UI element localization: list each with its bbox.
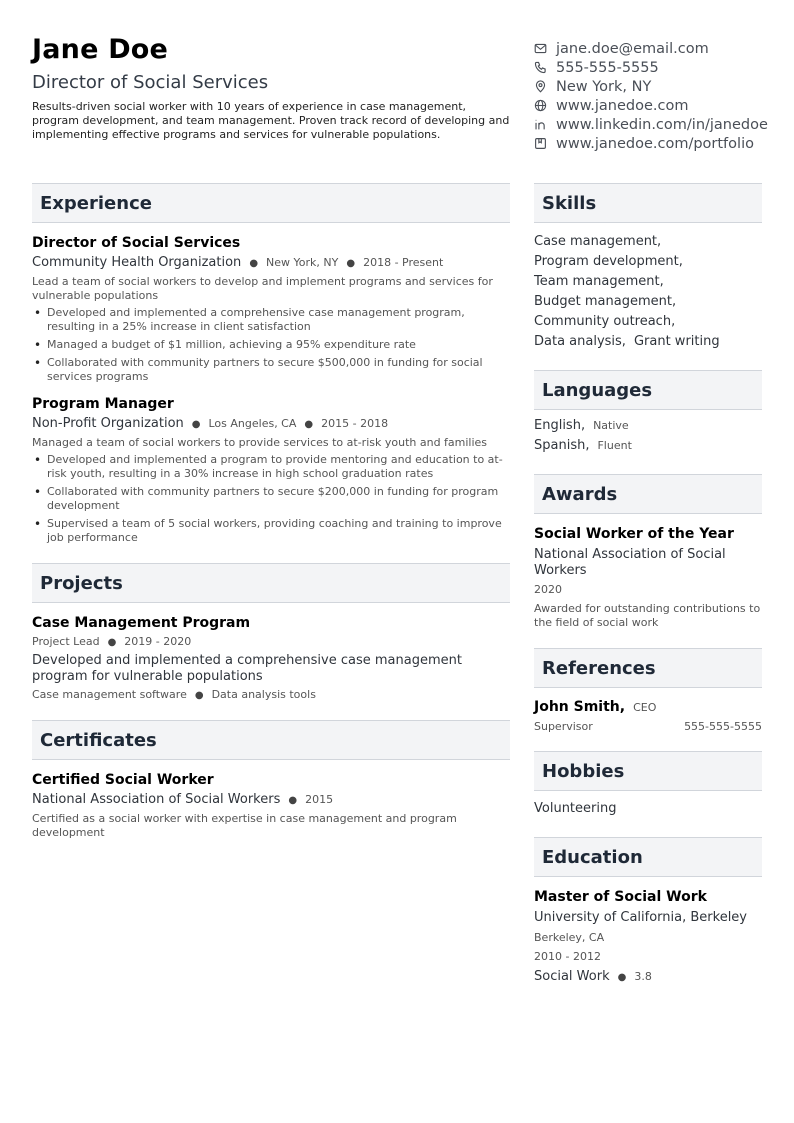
awards-section: [534, 474, 762, 630]
contact-email-text: jane.doe@email.com: [556, 40, 709, 57]
job-meta: [32, 255, 510, 271]
project-tool: Case management software: [32, 688, 187, 701]
experience-section: [32, 183, 510, 545]
job-location: Los Angeles, CA: [208, 417, 297, 430]
experience-heading: Experience: [32, 183, 510, 223]
job-bullet: • Collaborated with community partners to secure $200,000 in funding for program development: [32, 485, 510, 513]
skill-item: Data analysis,: [534, 334, 626, 349]
reference-phone: 555-555-5555: [684, 720, 762, 733]
education-dates: 2010 - 2012: [534, 950, 601, 963]
project-tools: [32, 688, 510, 702]
contact-list: [534, 39, 794, 153]
skill-item: Grant writing: [633, 334, 720, 349]
languages-heading: Languages: [534, 370, 762, 410]
projects-heading: Projects: [32, 563, 510, 603]
project-meta: [32, 635, 510, 649]
project-title: Case Management Program: [32, 615, 251, 631]
project-item: [32, 614, 510, 702]
skills-section: [534, 183, 762, 352]
resume-header: [32, 34, 510, 142]
reference-title: CEO: [633, 701, 657, 714]
skill-item: Case management,: [534, 234, 662, 249]
separator-dot: ●: [107, 636, 117, 648]
awards-heading: Awards: [534, 474, 762, 514]
language-name: English,: [534, 418, 586, 433]
language-item: [534, 416, 762, 436]
right-column: [534, 183, 762, 1003]
language-level: Fluent: [597, 439, 632, 452]
job-location: New York, NY: [266, 256, 339, 269]
project-tool: Data analysis tools: [211, 688, 316, 701]
skill-item: Program development,: [534, 254, 683, 269]
job-bullets: [32, 306, 510, 384]
candidate-name: Jane Doe: [32, 34, 169, 65]
contact-website-text: www.janedoe.com: [556, 97, 689, 114]
education-field: Social Work: [534, 969, 610, 984]
award-year: 2020: [534, 583, 562, 596]
references-heading: References: [534, 648, 762, 688]
education-school: University of California, Berkeley: [534, 910, 747, 925]
job-description: Managed a team of social workers to provide services to at-risk youth and families: [32, 436, 488, 449]
project-dates: 2019 - 2020: [124, 635, 192, 648]
reference-meta: [534, 720, 762, 733]
education-field-line: [534, 969, 762, 985]
map-pin-icon: [534, 80, 547, 93]
certificate-title: Certified Social Worker: [32, 772, 214, 788]
award-item: [534, 525, 762, 630]
skills-list: [534, 232, 762, 352]
job-bullet: • Collaborated with community partners to secure $500,000 in funding for social services programs: [32, 356, 510, 384]
skill-item: Team management,: [534, 274, 664, 289]
phone-icon: [534, 61, 547, 74]
skill-item: Community outreach,: [534, 314, 676, 329]
hobbies-section: [534, 751, 762, 819]
contact-phone-text: 555-555-5555: [556, 59, 659, 76]
job-meta: [32, 416, 510, 432]
reference-relation: Supervisor: [534, 720, 593, 733]
job-org: Community Health Organization: [32, 255, 242, 270]
reference-item: [534, 699, 762, 733]
reference-name: John Smith,: [534, 699, 626, 715]
certificates-section: [32, 720, 510, 840]
job-title: Program Manager: [32, 396, 174, 412]
job-dates: 2015 - 2018: [321, 417, 389, 430]
skill-row: [534, 332, 762, 352]
education-degree: Master of Social Work: [534, 889, 707, 905]
globe-icon: [534, 99, 547, 112]
contact-location-text: New York, NY: [556, 78, 652, 95]
projects-section: [32, 563, 510, 702]
references-section: [534, 648, 762, 733]
contact-website[interactable]: [534, 96, 794, 115]
experience-item: [32, 395, 510, 545]
skills-heading: Skills: [534, 183, 762, 223]
job-org: Non-Profit Organization: [32, 416, 184, 431]
summary-text: Results-driven social worker with 10 years of experience in case management, program development, and team management. Proven track record of developing and implementing effective programs and services for vulnerable populations.: [32, 100, 510, 141]
separator-dot: ●: [304, 418, 314, 430]
contact-linkedin[interactable]: [534, 115, 794, 134]
contact-email[interactable]: [534, 39, 794, 58]
certificates-heading: Certificates: [32, 720, 510, 760]
candidate-title: Director of Social Services: [32, 72, 269, 93]
language-name: Spanish,: [534, 438, 590, 453]
education-item: [534, 888, 762, 985]
education-location: Berkeley, CA: [534, 931, 605, 944]
award-description: Awarded for outstanding contributions to the field of social work: [534, 602, 761, 629]
reference-header: [534, 699, 762, 715]
education-section: [534, 837, 762, 985]
project-description: Developed and implemented a comprehensive case management program for vulnerable populations: [32, 653, 462, 684]
job-bullet: • Developed and implemented a comprehensive case management program, resulting in a 25% increase in client satisfaction: [32, 306, 510, 334]
job-title: Director of Social Services: [32, 235, 241, 251]
job-description: Lead a team of social workers to develop and implement programs and services for vulnerable populations: [32, 275, 493, 302]
education-gpa: 3.8: [634, 970, 652, 983]
contact-phone[interactable]: [534, 58, 794, 77]
award-title: Social Worker of the Year: [534, 526, 734, 542]
language-item: [534, 436, 762, 456]
mail-icon: [534, 42, 547, 55]
certificate-year: 2015: [305, 793, 334, 806]
separator-dot: ●: [194, 689, 204, 701]
job-bullet: • Developed and implemented a program to provide mentoring and education to at-risk youth, resulting in a 30% increase in high school graduation rates: [32, 453, 510, 481]
job-dates: 2018 - Present: [363, 256, 444, 269]
award-issuer: National Association of Social Workers: [534, 547, 726, 578]
separator-dot: ●: [346, 257, 356, 269]
job-bullet: • Supervised a team of 5 social workers, providing coaching and training to improve job performance: [32, 517, 510, 545]
contact-linkedin-text: www.linkedin.com/in/janedoe: [556, 116, 768, 133]
separator-dot: ●: [617, 971, 627, 983]
separator-dot: ●: [288, 794, 298, 806]
certificate-description: Certified as a social worker with expertise in case management and program development: [32, 812, 457, 839]
separator-dot: ●: [191, 418, 201, 430]
experience-item: [32, 234, 510, 384]
skill-item: Budget management,: [534, 294, 677, 309]
separator-dot: ●: [249, 257, 259, 269]
hobby-item: Volunteering: [534, 801, 617, 816]
left-column: [32, 183, 510, 858]
education-heading: Education: [534, 837, 762, 877]
contact-location: [534, 77, 794, 96]
portfolio-icon: [534, 137, 547, 150]
certificate-issuer: National Association of Social Workers: [32, 792, 281, 807]
certificate-item: [32, 771, 510, 840]
language-level: Native: [593, 419, 629, 432]
certificate-meta: [32, 792, 510, 808]
contact-portfolio-text: www.janedoe.com/portfolio: [556, 135, 754, 152]
hobbies-heading: Hobbies: [534, 751, 762, 791]
linkedin-icon: [534, 118, 547, 131]
languages-list: [534, 416, 762, 456]
job-bullet: • Managed a budget of $1 million, achieving a 95% expenditure rate: [32, 338, 510, 352]
languages-section: [534, 370, 762, 456]
contact-portfolio[interactable]: [534, 134, 794, 153]
project-role: Project Lead: [32, 635, 100, 648]
job-bullets: [32, 453, 510, 545]
